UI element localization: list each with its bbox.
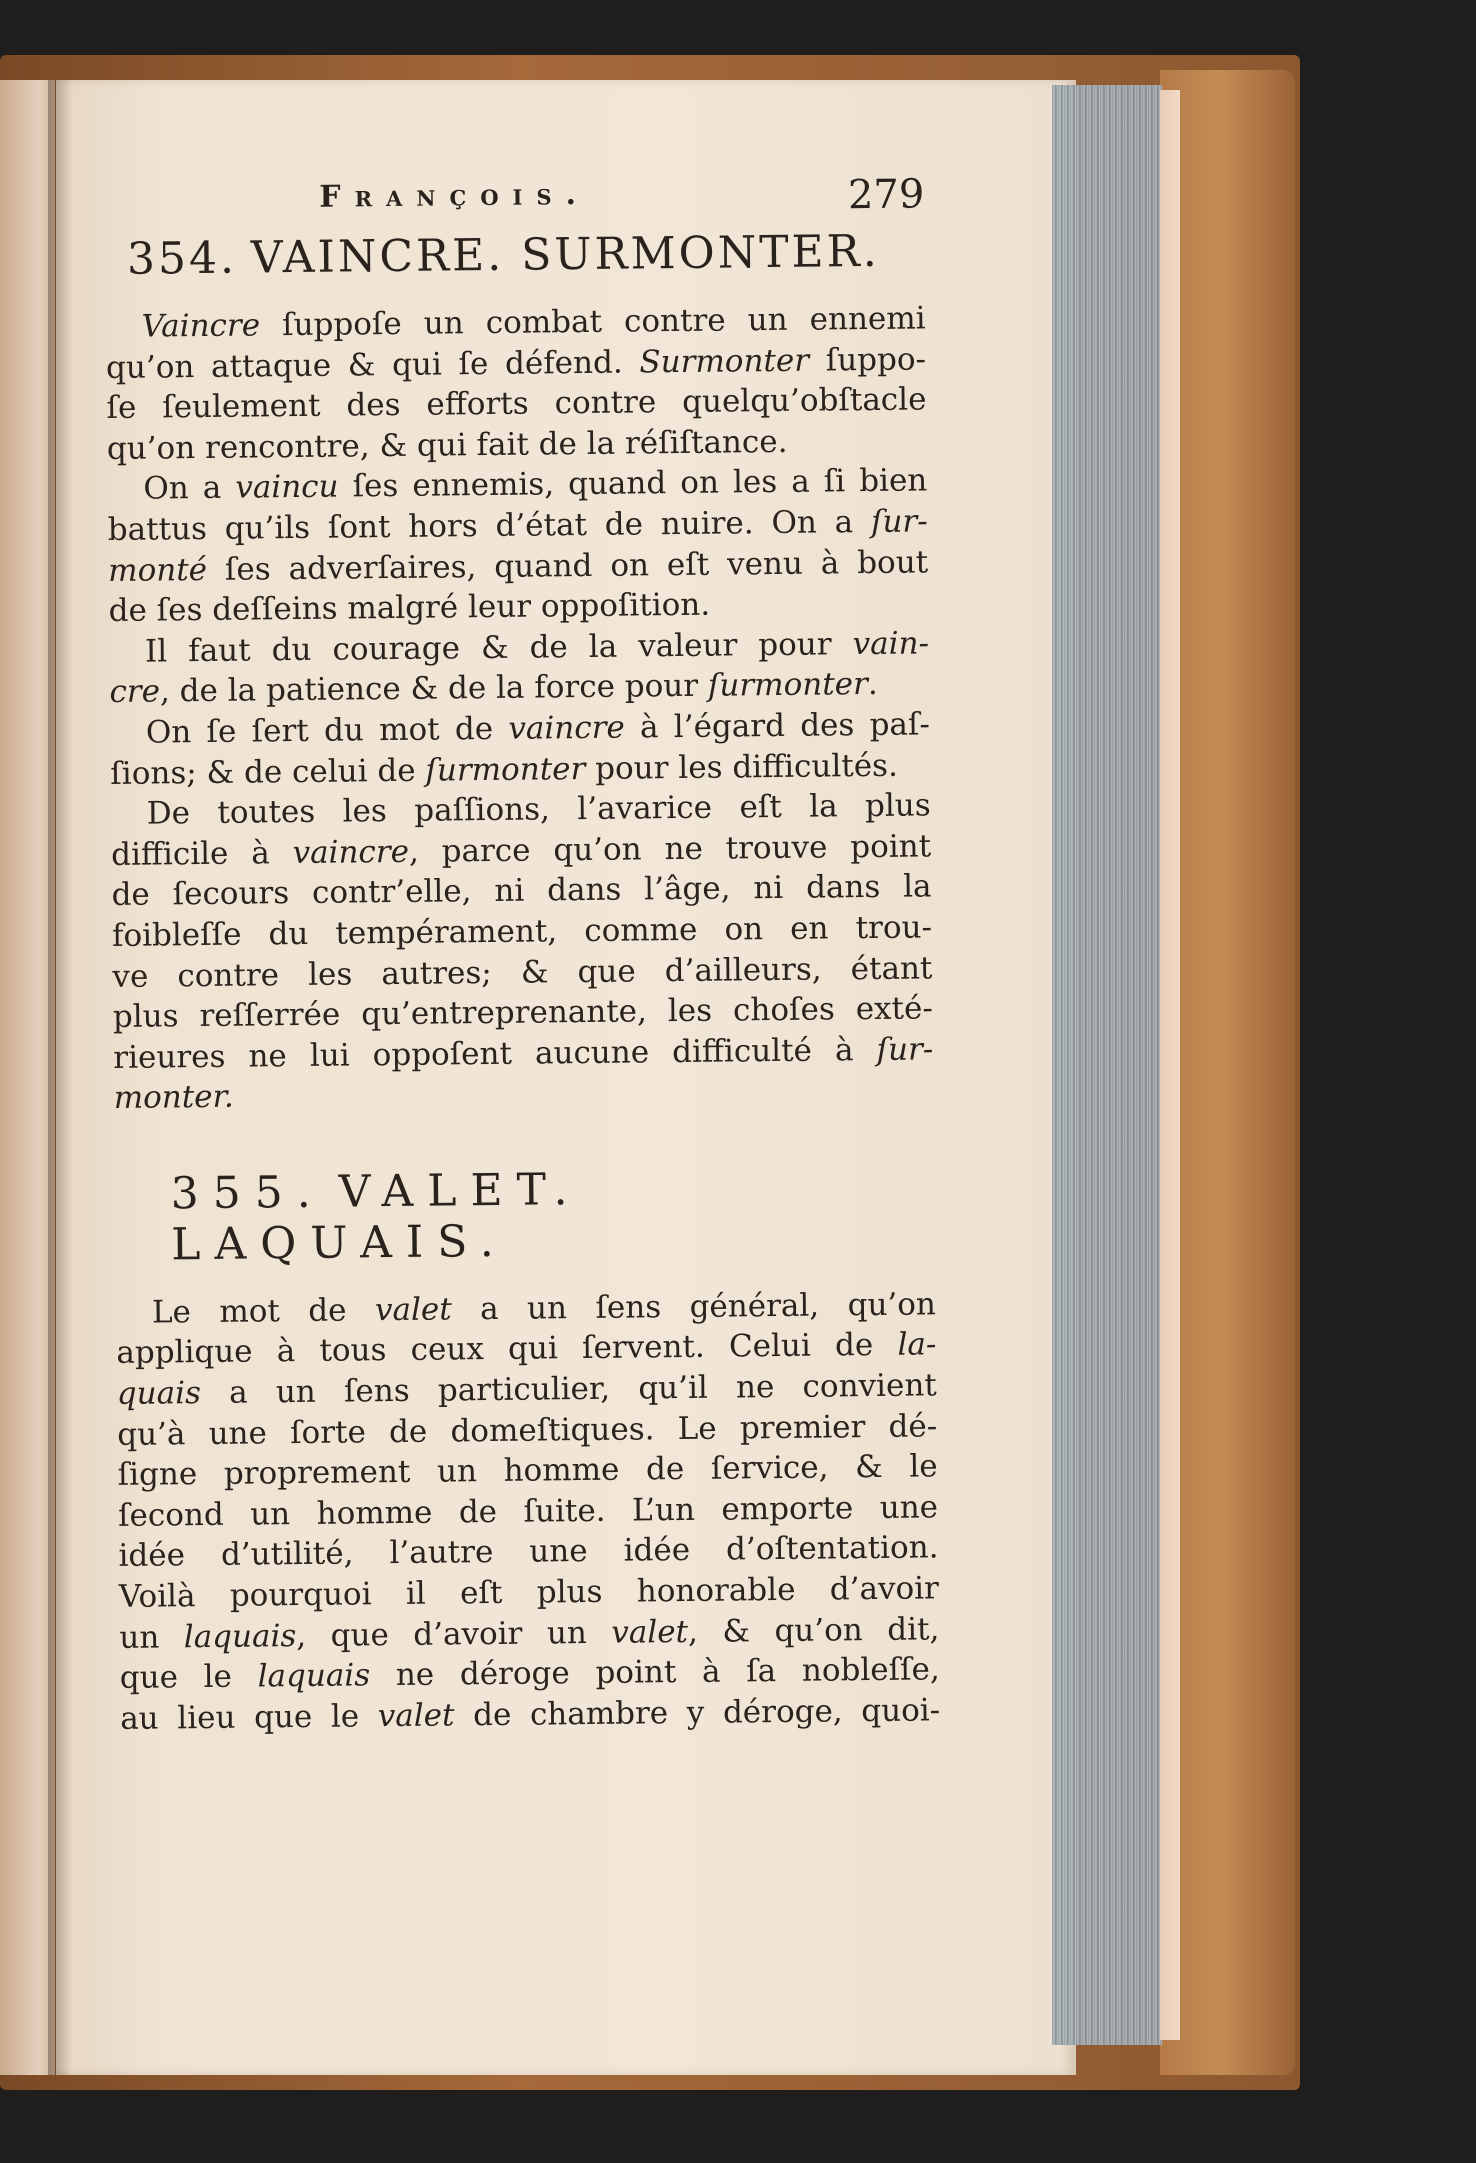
left-page-edge xyxy=(0,80,55,2075)
text-run: foibleſſe du tempérament, comme on en trou- xyxy=(111,909,933,954)
text-run: Voilà pourquoi il eſt plus honorable d’avoir xyxy=(118,1570,940,1615)
italic-term: laquais xyxy=(257,1657,371,1695)
text-run: ſions; & de celui de xyxy=(110,752,426,792)
italic-term: vaincre xyxy=(292,833,410,871)
cover-edge xyxy=(1160,70,1295,2075)
text-line xyxy=(114,1070,934,1119)
italic-term: ſur- xyxy=(876,1031,934,1068)
text-run: difficile à xyxy=(110,834,293,873)
text-run: qu’on attaque & qui ſe défend. xyxy=(105,343,640,386)
section-354-body xyxy=(105,298,933,1118)
italic-term: Surmonter xyxy=(639,342,810,380)
text-run: pour les difficultés. xyxy=(585,747,899,787)
text-run: Il faut du courage & de la valeur pour xyxy=(144,625,853,670)
text-run: idée d’utilité, l’autre une idée d’oſtentation. xyxy=(118,1529,939,1575)
page-fore-edge-light xyxy=(1160,90,1180,2040)
italic-term: ſurmonter xyxy=(707,666,869,705)
text-run: Le mot de xyxy=(151,1292,376,1331)
text-run: On ſe ſert du mot de xyxy=(145,710,509,751)
text-run: qu’à une ſorte de domeſtiques. Le premier dé- xyxy=(117,1408,938,1453)
spine-shadow xyxy=(48,80,72,2075)
text-run: , de la patience & de la force pour xyxy=(159,668,709,710)
section-number: 355. xyxy=(170,1166,325,1220)
text-run: ne déroge point à ſa nobleſſe, xyxy=(369,1651,940,1694)
italic-term: V xyxy=(141,308,162,345)
section-355-body xyxy=(116,1284,941,1739)
text-run: ſuppo- xyxy=(808,340,927,379)
text-run: On a xyxy=(143,470,236,507)
running-head-title: François. xyxy=(319,176,591,215)
running-head xyxy=(104,161,925,230)
italic-term: laquais xyxy=(183,1617,297,1655)
italic-term: ſur- xyxy=(870,503,928,540)
page-fore-edge xyxy=(1052,85,1162,2045)
italic-term: vain- xyxy=(852,625,930,662)
text-line xyxy=(106,380,926,429)
italic-term: aincre xyxy=(160,307,261,345)
text-run: ſes ennemis, quand on les a ſi bien xyxy=(338,462,928,505)
text-run: ſigne proprement un homme de ſervice, & le xyxy=(117,1448,938,1494)
text-run: . xyxy=(867,666,878,703)
text-line xyxy=(120,1690,940,1739)
text-run: battus qu’ils ſont hors d’état de nuire. On a xyxy=(107,503,872,548)
text-run: rieures ne lui oppoſent aucune difficulté à xyxy=(113,1031,877,1076)
section-number: 354. xyxy=(126,232,238,285)
italic-term: cre xyxy=(109,673,161,711)
text-run: que le xyxy=(119,1658,258,1697)
italic-term: valet xyxy=(374,1291,452,1329)
italic-term: vaincu xyxy=(235,468,339,507)
text-run: a un ſens général, qu’on xyxy=(451,1286,937,1328)
text-run: à l’égard des paſ- xyxy=(624,706,931,746)
italic-term: vaincre xyxy=(508,709,625,747)
italic-term: quais xyxy=(116,1375,202,1412)
page-text-block xyxy=(104,161,940,1739)
text-run: qu’on rencontre, & qui fait de la réſiſtance. xyxy=(106,423,788,467)
italic-term: la- xyxy=(897,1326,937,1364)
italic-term: valet xyxy=(611,1613,689,1651)
text-run: au lieu que le xyxy=(120,1698,378,1737)
italic-term: monté xyxy=(108,551,208,589)
section-354-heading xyxy=(127,225,925,284)
text-run: plus reſſerrée qu’entreprenante, les choſes exté- xyxy=(112,990,934,1036)
text-run: ſe ſeulement des efforts contre quelqu’obſtacle xyxy=(106,381,927,427)
text-run: ſecond un homme de ſuite. L’un emporte une xyxy=(117,1489,939,1534)
italic-term: monter. xyxy=(113,1078,235,1117)
section-355-heading xyxy=(170,1160,935,1270)
text-run: de chambre y déroge, quoi- xyxy=(454,1692,941,1734)
text-run: un xyxy=(119,1618,184,1656)
text-run: applique à tous ceux qui ſervent. Celui de xyxy=(116,1327,898,1372)
text-run: De toutes les paſſions, l’avarice eſt la plus xyxy=(146,787,931,832)
italic-term: valet xyxy=(377,1697,455,1735)
italic-term: ſurmonter xyxy=(425,750,586,789)
page-number: 279 xyxy=(847,171,925,219)
text-run: ſuppoſe un combat contre un ennemi xyxy=(259,300,926,344)
text-run: , parce qu’on ne trouve point xyxy=(408,828,932,870)
text-run: ſes adverſaires, quand on eſt venu à bout xyxy=(206,543,929,588)
section-title: VALET. LAQUAIS. xyxy=(170,1163,582,1271)
text-run: , & qu’on dit, xyxy=(687,1610,940,1650)
text-run: ve contre les autres; & que d’ailleurs, étant xyxy=(112,949,933,995)
text-run: a un ſens particulier, qu’il ne convient xyxy=(200,1367,937,1412)
text-run: de ſecours contr’elle, ni dans l’âge, ni dans la xyxy=(111,868,932,914)
section-title: VAINCRE. SURMONTER. xyxy=(250,225,881,284)
text-run: de ſes deſſeins malgré leur oppoſition. xyxy=(108,586,711,630)
text-run: , que d’avoir un xyxy=(296,1614,612,1654)
